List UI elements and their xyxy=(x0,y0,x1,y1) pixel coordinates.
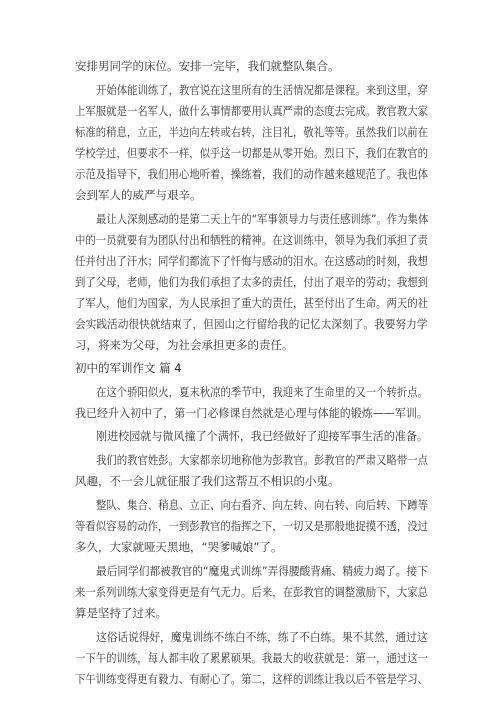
paragraph-line: 来一系列训练大家变得更是有气无力。后来，在彭教官的调整激励下，大家总 xyxy=(75,585,428,599)
paragraph-line: 这俗话说得好，魔鬼训练不练白不练，练了不白练。果不其然，通过这 xyxy=(96,630,428,644)
paragraph-line: 多久，大家就哑天黑地，“哭爹喊娘”了。 xyxy=(75,540,283,554)
paragraph-line: 在这个骄阳似火，夏末秋凉的季节中，我迎来了生命里的又一个转折点。 xyxy=(96,385,429,399)
paragraph-line: 我们的教官姓彭。大家都亲切地称他为彭教官。彭教官的严肃又略带一点 xyxy=(96,453,429,467)
paragraph-line: 算是坚持了过来。 xyxy=(75,606,167,620)
paragraph-line: 会实践活动很快就结束了，但园山之行留给我的记忆太深刻了。我要努力学 xyxy=(75,317,428,331)
paragraph-line: 安排男同学的床位。安排一完毕，我们就整队集合。 xyxy=(75,59,340,73)
section-heading: 初中的军训作文 篇 4 xyxy=(75,361,182,375)
paragraph-line: 到了父母，老师，他们为我们承担了太多的责任，付出了艰辛的劳动；我想到 xyxy=(75,275,428,289)
paragraph-line: 习，将来为父母，为社会承担更多的责任。 xyxy=(75,338,294,352)
paragraph-line: 风趣，不一会儿就征服了我们这帮互不相识的小鬼。 xyxy=(75,474,340,488)
paragraph-line: 刚进校园就与微风撞了个满怀，我已经做好了迎接军事生活的准备。 xyxy=(96,429,428,443)
paragraph-line: 学校学过，但要求不一样，似乎这一切都是从零开始。烈日下，我们在教官的 xyxy=(75,146,428,160)
paragraph-line: 标准的稍息，立正，半边向左转或右转，注目礼，敬礼等等。虽然我们以前在 xyxy=(75,125,428,139)
paragraph-line: 上军服就是一名军人，做什么事情都要用认真严肃的态度去完成。教官教大家 xyxy=(75,104,428,118)
paragraph-line: 会到军人的威严与艰辛。 xyxy=(75,188,202,202)
paragraph-line: 整队、集合、稍息、立正、向右看齐、向左转、向右转、向后转、下蹲等 xyxy=(96,498,429,512)
paragraph-line: 示范及指导下，我们用心地听着，操练着，我们的动作越来越规范了。我也体 xyxy=(75,167,428,181)
paragraph-line: 下午训练变得更有毅力、有耐心了。第二，这样的训练让我以后不管是学习、 xyxy=(75,672,428,686)
paragraph-line: 一下午的训练，每人都丰收了累累硕果。我最大的收获就是：第一，通过这一 xyxy=(75,651,428,665)
paragraph-line: 开始体能训练了，教官说在这里所有的生活情况都是课程。来到这里，穿 xyxy=(96,83,429,97)
paragraph-line: 最后同学们都被教官的“魔鬼式训练”弄得腰酸背痛、精疲力竭了。接下 xyxy=(96,564,428,578)
paragraph-line: 了军人，他们为国家，为人民承担了重大的责任，甚至付出了生命。两天的社 xyxy=(75,296,428,310)
paragraph-line: 任并付出了汗水；同学们都流下了忏悔与感动的泪水。在这感动的时刻，我想 xyxy=(75,254,428,268)
paragraph-line: 我已经升入初中了，第一门必修课自然就是心理与体能的锻炼——军训。 xyxy=(75,406,428,420)
paragraph-line: 等看似容易的动作，一到彭教官的指挥之下，一切又是那般地捉摸不透，没过 xyxy=(75,519,428,533)
paragraph-line: 中的一员就要有为团队付出和牺牲的精神。在这训练中，领导为我们承担了责 xyxy=(75,233,428,247)
paragraph-line: 最让人深刻感动的是第二天上午的“军事领导力与责任感训练”。作为集体 xyxy=(96,212,429,226)
